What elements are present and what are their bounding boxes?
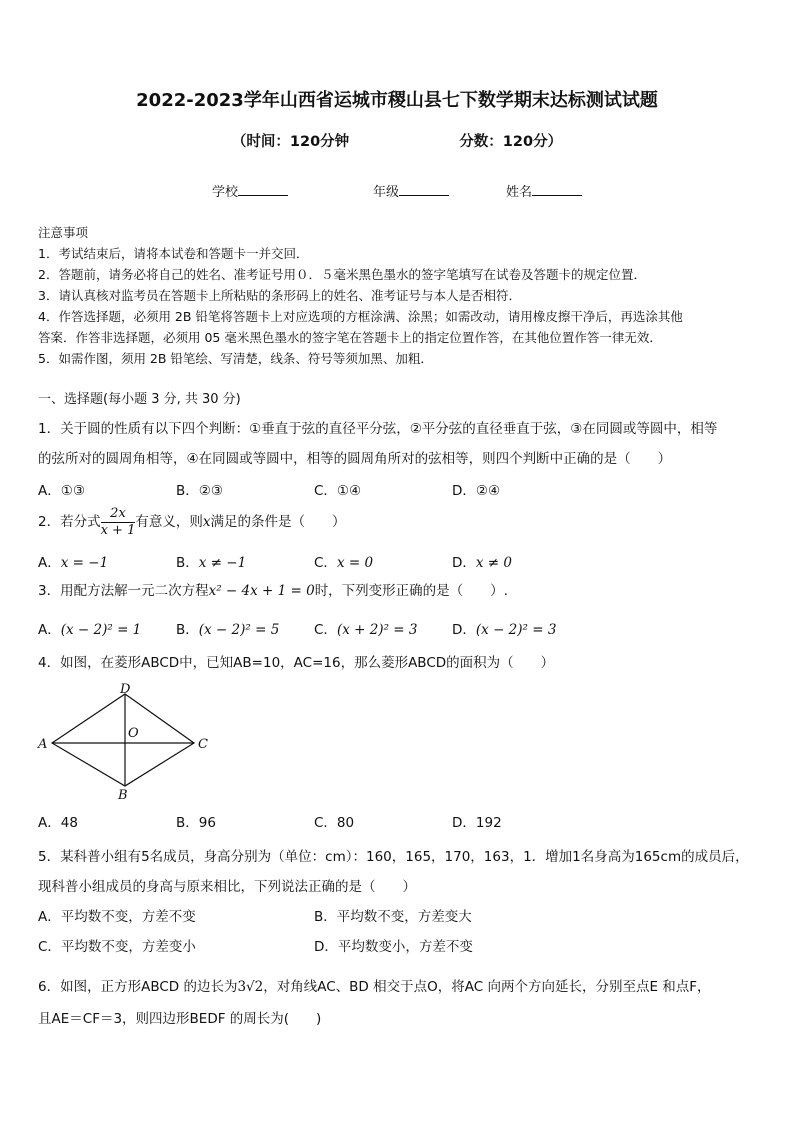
vertex-label-d: D bbox=[120, 682, 131, 697]
q5-option-b: B．平均数不变，方差变大 bbox=[314, 909, 472, 925]
note-item: 3．请认真核对监考员在答题卡上所粘贴的条形码上的姓名、准考证号与本人是否相符． bbox=[38, 288, 521, 303]
q2-fraction-denominator: x + 1 bbox=[100, 522, 136, 538]
question-2 bbox=[38, 504, 762, 540]
rhombus-figure bbox=[36, 682, 216, 802]
notes-block bbox=[38, 222, 762, 369]
grade-blank bbox=[399, 183, 449, 196]
note-item: 5．如需作图，须用 2B 铅笔绘、写清楚，线条、符号等须加黑、加粗． bbox=[38, 351, 433, 366]
rhombus-outline bbox=[52, 694, 194, 786]
q6-text: 6．如图，正方形ABCD 的边长为 bbox=[38, 979, 238, 995]
question-6-line bbox=[38, 971, 762, 1003]
option-math: (x − 2)² = 3 bbox=[475, 622, 557, 638]
question-6-line: 且AE＝CF＝3，则四边形BEDF 的周长为( ) bbox=[38, 1011, 322, 1027]
question-5 bbox=[38, 842, 762, 902]
q2-suffix-a: 有意义，则 bbox=[135, 514, 203, 530]
q2-fraction-numerator: 2x bbox=[101, 506, 136, 523]
q1-option-b: B．②③ bbox=[176, 483, 223, 499]
vertex-label-c: C bbox=[198, 737, 208, 752]
q3-option-a bbox=[38, 618, 141, 638]
question-1-line: 1．关于圆的性质有以下四个判断：①垂直于弦的直径平分弦，②平分弦的直径垂直于弦，③在同圆或等圆中，相等 bbox=[38, 421, 718, 437]
q4-option-d: D．192 bbox=[452, 815, 502, 831]
q1-option-c: C．①④ bbox=[314, 483, 362, 499]
q2-option-a bbox=[38, 551, 108, 571]
school-blank bbox=[238, 183, 288, 196]
exam-meta bbox=[0, 130, 794, 151]
school-field bbox=[212, 181, 288, 200]
notes-heading: 注意事项 bbox=[38, 225, 89, 240]
section-heading: 一、选择题(每小题 3 分, 共 30 分) bbox=[38, 392, 241, 407]
q4-option-a: A．48 bbox=[38, 815, 78, 831]
q2-option-d bbox=[452, 551, 512, 571]
option-letter: A． bbox=[38, 555, 61, 571]
note-item: 2．答题前，请务必将自己的姓名、准考证号用０．５毫米黑色墨水的签字笔填写在试卷及答题卡的规定位置． bbox=[38, 267, 646, 282]
option-math: (x − 2)² = 1 bbox=[60, 622, 142, 638]
option-math: x ≠ 0 bbox=[475, 555, 513, 571]
time-label: （时间：120分钟 bbox=[231, 134, 350, 150]
option-letter: A． bbox=[38, 622, 61, 638]
q1-option-a: A．①③ bbox=[38, 483, 85, 499]
option-math: (x − 2)² = 5 bbox=[198, 622, 280, 638]
note-item: 1．考试结束后，请将本试卷和答题卡一并交回． bbox=[38, 246, 309, 261]
question-5-line: 5．某科普小组有5名成员，身高分别为（单位：cm）：160，165，170，163，1．增加1名身高为165cm的成员后， bbox=[38, 849, 749, 865]
q2-variable: x bbox=[202, 514, 211, 530]
vertex-label-a: A bbox=[38, 737, 48, 752]
option-math: x = −1 bbox=[60, 555, 109, 571]
q3-suffix: 时，下列变形正确的是（ ）. bbox=[314, 583, 508, 599]
q5-option-c: C．平均数不变，方差变小 bbox=[38, 939, 196, 955]
vertex-label-b: B bbox=[118, 788, 128, 802]
name-label: 姓名 bbox=[506, 185, 533, 200]
q2-option-b bbox=[176, 551, 246, 571]
q3-equation: x² − 4x + 1 = 0 bbox=[208, 583, 315, 599]
score-label: 分数：120分） bbox=[459, 134, 563, 150]
option-letter: C． bbox=[314, 555, 337, 571]
option-letter: B． bbox=[176, 555, 199, 571]
note-item: 4．作答选择题，必须用 2B 铅笔将答题卡上对应选项的方框涂满、涂黑；如需改动，请用橡皮擦干净后，再选涂其他 bbox=[38, 309, 683, 324]
q4-option-b: B．96 bbox=[176, 815, 216, 831]
question-1 bbox=[38, 414, 762, 474]
q5-option-a: A．平均数不变，方差不变 bbox=[38, 909, 196, 925]
q3-prefix: 3．用配方法解一元二次方程 bbox=[38, 583, 209, 599]
page-title: 2022-2023学年山西省运城市稷山县七下数学期末达标测试试题 bbox=[136, 90, 658, 111]
q4-option-c: C．80 bbox=[314, 815, 355, 831]
question-6 bbox=[38, 971, 762, 1035]
question-4: 4．如图，在菱形ABCD中，已知AB=10，AC=16，那么菱形ABCD的面积为（ ） bbox=[38, 655, 555, 671]
q3-option-b bbox=[176, 618, 279, 638]
option-math: x ≠ −1 bbox=[198, 555, 247, 571]
grade-field bbox=[373, 181, 449, 200]
question-1-line: 的弦所对的圆周角相等，④在同圆或等圆中，相等的圆周角所对的弦相等，则四个判断中正确的是（ ） bbox=[38, 451, 672, 467]
option-letter: C． bbox=[314, 622, 337, 638]
question-5-line: 现科普小组成员的身高与原来相比，下列说法正确的是（ ） bbox=[38, 879, 416, 895]
name-blank bbox=[532, 183, 582, 196]
q5-option-d: D．平均数变小，方差不变 bbox=[314, 939, 473, 955]
question-3 bbox=[38, 581, 762, 601]
q2-option-c bbox=[314, 551, 373, 571]
note-item: 答案．作答非选择题，必须用 05 毫米黑色墨水的签字笔在答题卡上的指定位置作答，在其他位置作答一律无效． bbox=[38, 330, 662, 345]
grade-label: 年级 bbox=[373, 185, 400, 200]
option-math: x = 0 bbox=[336, 555, 374, 571]
name-field bbox=[506, 181, 582, 200]
q3-option-c bbox=[314, 618, 417, 638]
q3-option-d bbox=[452, 618, 556, 638]
center-label-o: O bbox=[128, 726, 139, 741]
q6-math: 3√2 bbox=[237, 979, 264, 995]
option-letter: D． bbox=[452, 622, 476, 638]
option-math: (x + 2)² = 3 bbox=[336, 622, 418, 638]
option-letter: D． bbox=[452, 555, 476, 571]
school-label: 学校 bbox=[212, 185, 239, 200]
q2-prefix: 2．若分式 bbox=[38, 514, 101, 530]
option-letter: B． bbox=[176, 622, 199, 638]
q2-fraction bbox=[101, 506, 136, 539]
q2-suffix-b: 满足的条件是（ ） bbox=[210, 514, 346, 530]
q1-option-d: D．②④ bbox=[452, 483, 501, 499]
q6-text: ，对角线AC、BD 相交于点O，将AC 向两个方向延长，分别至点E 和点F， bbox=[263, 979, 711, 995]
